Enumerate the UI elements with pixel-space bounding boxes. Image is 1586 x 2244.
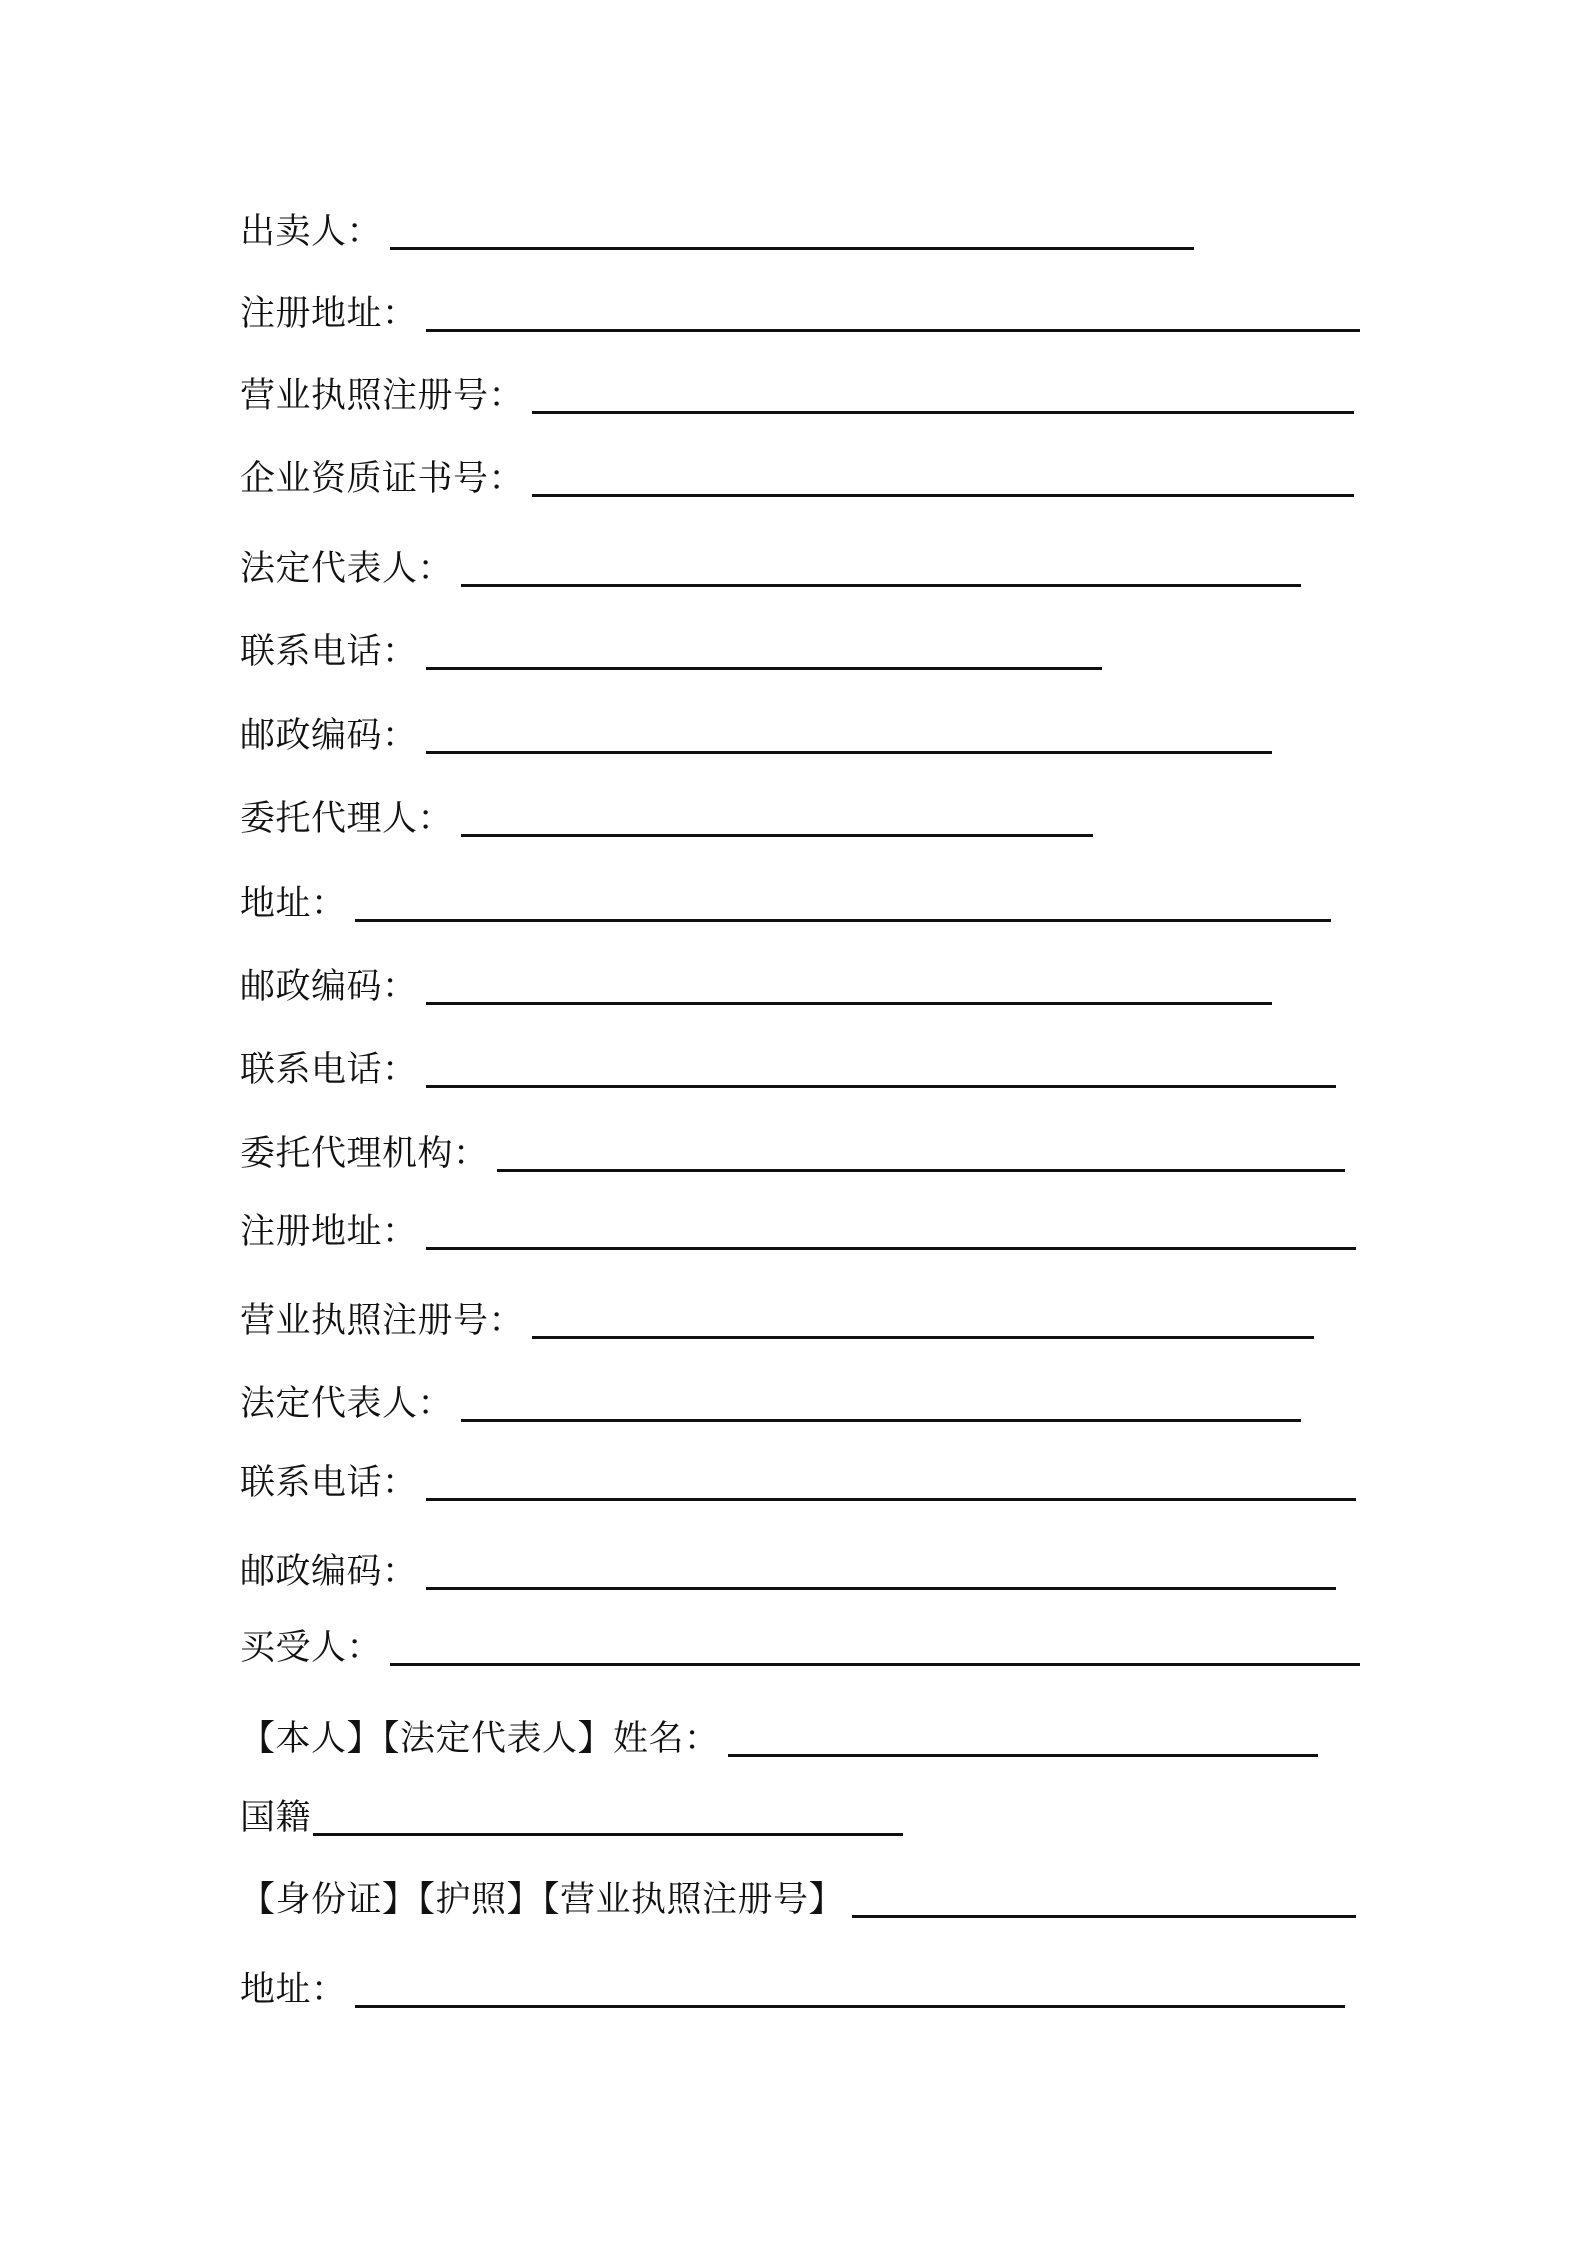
buyer-nationality-blank[interactable]: [313, 1833, 903, 1836]
seller-business-license-line: [240, 372, 1354, 420]
buyer-id-blank[interactable]: [852, 1915, 1356, 1918]
seller-label: 出卖人：: [240, 212, 383, 252]
buyer-nationality-line: [240, 1794, 903, 1842]
seller-registered-address-label: 注册地址：: [240, 294, 418, 334]
agent-label: 委托代理人：: [240, 799, 454, 839]
buyer-address-blank[interactable]: [355, 2005, 1345, 2008]
agency-postcode-line: [240, 1548, 1336, 1596]
seller-line: [240, 208, 1194, 256]
agent-address-line: [240, 880, 1331, 928]
agency-legal-rep-blank[interactable]: [461, 1419, 1301, 1422]
agent-blank[interactable]: [461, 834, 1093, 837]
agency-business-license-label: 营业执照注册号：: [240, 1301, 525, 1341]
agent-line: [240, 795, 1093, 843]
agency-postcode-blank[interactable]: [426, 1587, 1336, 1590]
buyer-blank[interactable]: [390, 1663, 1360, 1666]
agent-postcode-blank[interactable]: [426, 1002, 1272, 1005]
agency-legal-rep-label: 法定代表人：: [240, 1384, 454, 1424]
seller-blank[interactable]: [390, 247, 1194, 250]
agency-label: 委托代理机构：: [240, 1134, 489, 1174]
seller-registered-address-line: [240, 290, 1360, 338]
buyer-id-label: 【身份证】【护照】【营业执照注册号】: [240, 1880, 845, 1920]
seller-phone-label: 联系电话：: [240, 632, 418, 672]
seller-legal-rep-label: 法定代表人：: [240, 549, 454, 589]
agent-address-blank[interactable]: [355, 919, 1331, 922]
seller-qualification-cert-line: [240, 455, 1354, 503]
agency-line: [240, 1130, 1345, 1178]
agent-phone-label: 联系电话：: [240, 1050, 418, 1090]
agency-business-license-blank[interactable]: [532, 1336, 1314, 1339]
agency-phone-label: 联系电话：: [240, 1463, 418, 1503]
seller-business-license-label: 营业执照注册号：: [240, 376, 525, 416]
buyer-line: [240, 1624, 1360, 1672]
agency-phone-line: [240, 1459, 1356, 1507]
agency-postcode-label: 邮政编码：: [240, 1552, 418, 1592]
agency-blank[interactable]: [497, 1169, 1345, 1172]
buyer-label: 买受人：: [240, 1628, 383, 1668]
agency-registered-address-line: [240, 1208, 1356, 1256]
seller-postcode-blank[interactable]: [426, 751, 1272, 754]
agency-phone-blank[interactable]: [426, 1498, 1356, 1501]
buyer-nationality-label: 国籍: [240, 1798, 312, 1838]
agency-business-license-line: [240, 1297, 1314, 1345]
seller-phone-line: [240, 628, 1102, 676]
seller-legal-rep-line: [240, 545, 1301, 593]
agent-address-label: 地址：: [240, 884, 347, 924]
seller-legal-rep-blank[interactable]: [461, 584, 1301, 587]
buyer-id-line: [240, 1876, 1356, 1924]
seller-postcode-line: [240, 712, 1272, 760]
seller-qualification-cert-blank[interactable]: [532, 494, 1354, 497]
agent-postcode-label: 邮政编码：: [240, 967, 418, 1007]
seller-qualification-cert-label: 企业资质证书号：: [240, 459, 525, 499]
agency-registered-address-label: 注册地址：: [240, 1212, 418, 1252]
seller-business-license-blank[interactable]: [532, 411, 1354, 414]
buyer-address-line: [240, 1966, 1345, 2014]
buyer-name-label: 【本人】【法定代表人】姓名：: [240, 1719, 720, 1759]
agency-registered-address-blank[interactable]: [426, 1247, 1356, 1250]
buyer-name-blank[interactable]: [728, 1754, 1318, 1757]
seller-phone-blank[interactable]: [426, 667, 1102, 670]
seller-registered-address-blank[interactable]: [426, 329, 1360, 332]
buyer-name-line: [240, 1715, 1318, 1763]
agent-phone-line: [240, 1046, 1336, 1094]
agency-legal-rep-line: [240, 1380, 1301, 1428]
agent-phone-blank[interactable]: [426, 1085, 1336, 1088]
seller-postcode-label: 邮政编码：: [240, 716, 418, 756]
agent-postcode-line: [240, 963, 1272, 1011]
buyer-address-label: 地址：: [240, 1970, 347, 2010]
